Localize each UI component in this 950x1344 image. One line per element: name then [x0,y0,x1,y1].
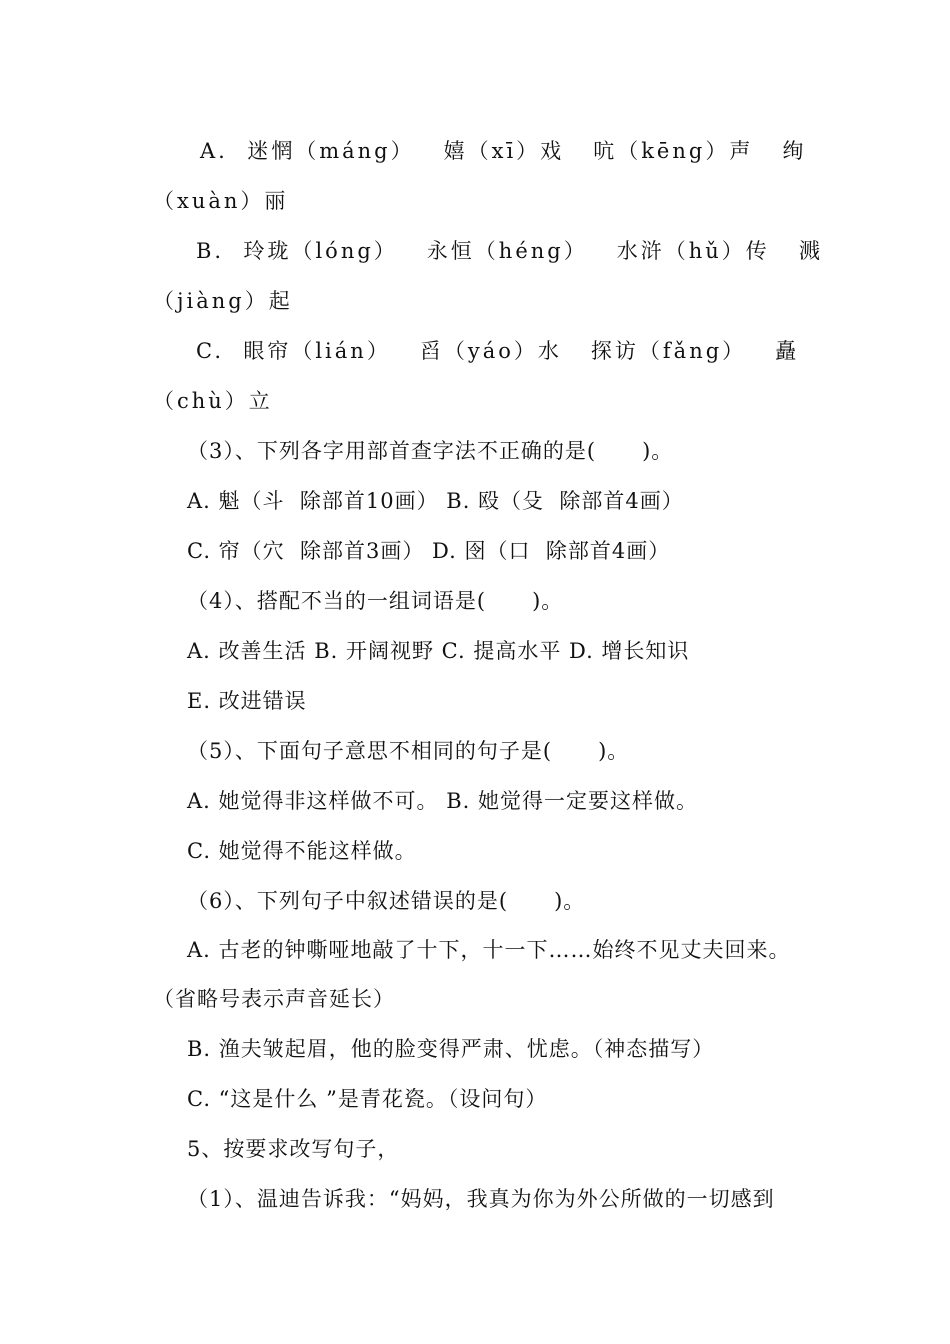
q3-stem: （3）、下列各字用部首查字法不正确的是( )。 [187,439,674,463]
q6-option-c: C. “这是什么 ”是青花瓷。（设问句） [187,1087,548,1111]
q6-option-a-line1: A. 古老的钟嘶哑地敲了十下，十一下……始终不见丈夫回来。 [187,938,791,962]
q4-option-e: E. 改进错误 [187,689,307,713]
q6-option-a-line2: （省略号表示声音延长） [153,987,395,1011]
q5-option-c: C. 她觉得不能这样做。 [187,839,417,863]
section5-heading: 5、按要求改写句子， [187,1137,400,1161]
q2-option-c-line1: C. 眼帘（lián） 舀（yáo）水 探访（fǎng） 矗 [196,339,800,363]
q5-stem: （5）、下面句子意思不相同的句子是( )。 [187,739,630,763]
q2-option-b-line1: B. 玲珑（lóng） 永恒（héng） 水浒（hǔ）传 溅 [196,239,823,263]
q2-option-c-line2: （chù）立 [153,389,273,413]
q6-stem: （6）、下列句子中叙述错误的是( )。 [187,889,586,913]
q2-option-b-line2: （jiàng）起 [153,289,293,313]
q3-options-ab: A. 魁（斗 除部首10画） B. 殴（殳 除部首4画） [187,489,684,513]
q4-options-abcd: A. 改善生活 B. 开阔视野 C. 提高水平 D. 增长知识 [187,639,690,663]
section5-item1: （1）、温迪告诉我：“妈妈，我真为你为外公所做的一切感到 [187,1187,775,1211]
q5-options-ab: A. 她觉得非这样做不可。 B. 她觉得一定要这样做。 [187,789,698,813]
q3-options-cd: C. 帘（穴 除部首3画） D. 囹（口 除部首4画） [187,539,671,563]
q4-stem: （4）、搭配不当的一组词语是( )。 [187,589,564,613]
q2-option-a-line1: A. 迷惘（máng） 嬉（xī）戏 吭（kēng）声 绚 [200,139,807,163]
q2-option-a-line2: （xuàn）丽 [153,189,289,213]
q6-option-b: B. 渔夫皱起眉，他的脸变得严肃、忧虑。（神态描写） [187,1037,715,1061]
